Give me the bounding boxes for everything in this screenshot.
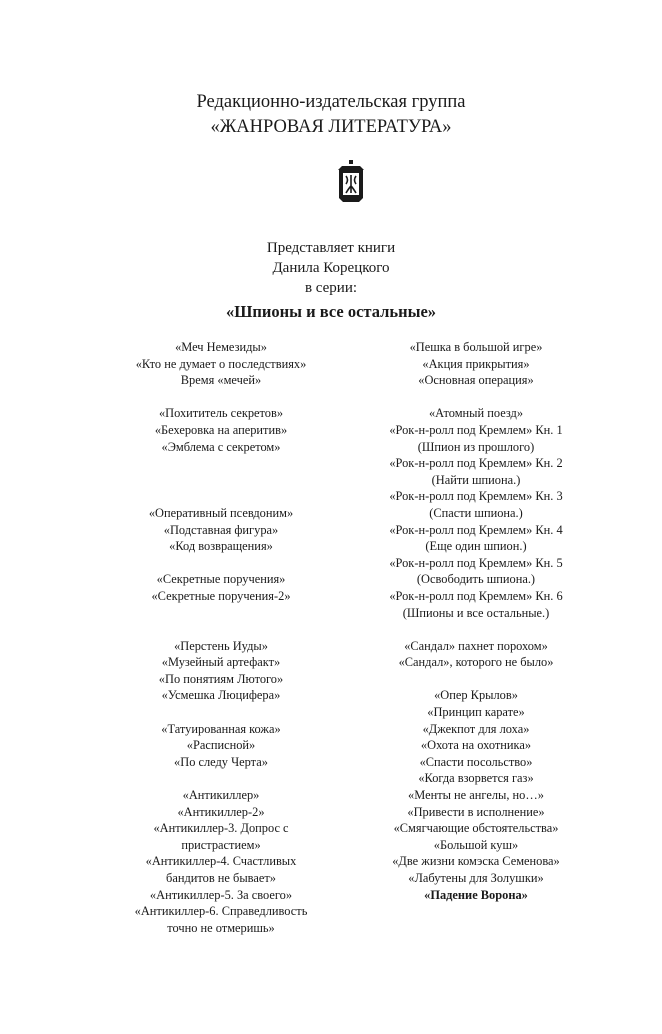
book-title: «Музейный артефакт» [161,655,281,670]
book-title: «Оперативный псевдоним» [148,505,294,520]
book-title: «Охота на охотника» [420,738,532,753]
book-title: (Еще один шпион.) [425,539,527,554]
list-spacer [101,389,341,406]
lantern-icon [336,160,366,204]
list-spacer [101,770,341,787]
book-title: «Основная операция» [418,373,534,388]
book-title: «Татуированная кожа» [161,721,281,736]
book-title: «Рок-н-ролл под Кремлем» Кн. 4 [389,522,563,537]
book-title: «Расписной» [186,738,256,753]
book-title: «Лабутены для Золушки» [408,871,544,885]
book-title: (Шпион из прошлого) [417,439,535,454]
book-title: «Усмешка Люцифера» [161,688,281,703]
list-spacer [356,389,596,406]
book-title: «Кто не думает о последствиях» [135,356,307,371]
book-title: «Антикиллер-2» [177,804,265,819]
list-spacer [101,704,341,721]
list-spacer [356,621,596,638]
book-title: «Сандал», которого не было» [398,655,554,670]
publisher-block [0,90,662,140]
book-title: «Привести в исполнение» [407,804,545,819]
book-title: «Антикиллер-5. За своего» [149,887,293,902]
book-title: «Рок-н-ролл под Кремлем» Кн. 6 [389,588,563,603]
book-title: «Рок-н-ролл под Кремлем» Кн. 1 [389,422,563,437]
book-title: бандитов не бывает» [166,871,276,885]
list-spacer [101,605,341,622]
book-title: «Антикиллер-3. Допрос с [153,821,289,836]
book-title: пристрастием» [181,837,261,852]
book-title: «Антикиллер» [182,788,260,803]
list-spacer [101,472,341,489]
book-title: «Большой куш» [433,837,519,852]
list-spacer [101,555,341,572]
book-title: «Рок-н-ролл под Кремлем» Кн. 5 [389,555,563,570]
intro-line-1: Представляет книги [266,240,396,256]
list-spacer [101,488,341,505]
intro-line-3: в серии: [304,280,358,296]
list-spacer [356,671,596,688]
book-title: «Перстень Иуды» [174,638,268,653]
book-title: «Код возвращения» [169,539,273,554]
list-spacer [101,621,341,638]
intro-block [0,238,662,298]
book-title: «Опер Крылов» [434,688,518,703]
book-title: «Антикиллер-4. Счастливых [145,854,297,869]
book-title: «Акция прикрытия» [422,356,530,371]
book-title: (Найти шпиона.) [431,472,521,487]
book-title: «Менты не ангелы, но…» [408,788,544,803]
publisher-line-1: Редакционно-издательская группа [196,92,466,112]
book-title: Время «мечей» [180,373,262,388]
book-title: (Шпионы и все остальные.) [402,605,550,620]
book-title: «Сандал» пахнет порохом» [404,638,548,653]
book-title: «Падение Ворона» [424,887,528,902]
intro-line-2: Данила Корецкого [272,260,390,276]
book-title: «Когда взорвется газ» [418,771,534,786]
book-title: (Спасти шпиона.) [429,505,523,520]
list-spacer [101,455,341,472]
book-title: «Меч Немезиды» [175,340,267,354]
book-title: (Освободить шпиона.) [416,572,536,587]
book-title: «Смягчающие обстоятельства» [393,821,559,836]
book-title: «Принцип карате» [427,705,525,720]
book-title: «Спасти посольство» [419,754,533,769]
book-title: «Секретные поручения» [156,572,286,587]
book-title: «По понятиям Лютого» [158,671,284,686]
book-title: «Две жизни комэска Семенова» [392,854,560,869]
left-book-list [101,339,341,936]
right-book-list [356,339,596,903]
series-title: «Шпионы и все остальные» [225,302,437,321]
book-title: «Антикиллер-6. Справедливость [134,904,308,919]
book-title: «Пешка в большой игре» [409,340,543,354]
book-title: точно не отмеришь» [167,920,275,935]
book-title: «Атомный поезд» [428,406,524,421]
publisher-line-2: «ЖАНРОВАЯ ЛИТЕРАТУРА» [210,117,452,137]
book-title: «Бехеровка на аперитив» [154,422,288,437]
book-title: «Похититель секретов» [158,406,284,421]
book-title: «Джекпот для лоха» [422,721,530,736]
book-title: «По следу Черта» [174,754,268,769]
book-title: «Рок-н-ролл под Кремлем» Кн. 2 [389,456,563,471]
book-title: «Подставная фигура» [163,522,279,537]
book-title: «Секретные поручения-2» [151,588,291,603]
book-title: «Рок-н-ролл под Кремлем» Кн. 3 [389,489,563,504]
book-title: «Эмблема с секретом» [161,439,281,454]
